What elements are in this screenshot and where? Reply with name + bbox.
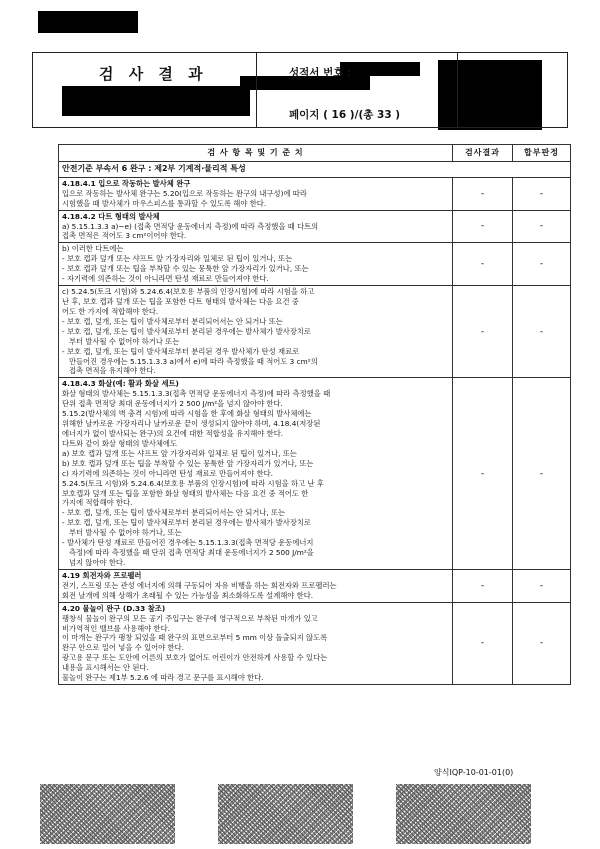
row-result: - — [453, 569, 513, 602]
section-title-row — [59, 162, 571, 178]
table-row — [59, 569, 571, 602]
seal-stamp-center — [218, 784, 353, 844]
row-line: 완구 안으로 밀어 넣을 수 있어야 한다. — [62, 643, 184, 653]
row-line: 이 마개는 완구가 팽창 되었을 때 완구의 표면으로부터 5 mm 이상 돌출되지 않도록 — [62, 633, 328, 643]
row-line: 만들어진 경우에는 5.15.1.3.3 a)에서 e)에 따라 측정했을 때 적어도 3 cm²의 — [69, 356, 318, 366]
row-line: - 발사체가 탄성 재료로 만들어진 경우에는 5.15.1.3.3(접촉 면적당 운동에너지 — [62, 538, 314, 548]
table-header-row — [59, 145, 571, 162]
row-result: - — [453, 177, 513, 210]
row-line: 보호캡과 덮개 또는 팁을 포함한 화살 형태의 발사체는 다음 요건 중 적어도 한 — [62, 488, 309, 498]
row-result: - — [453, 243, 513, 286]
row-content — [59, 286, 453, 378]
row-line: 부터 발사될 수 없어야 하거나, 또는 — [69, 528, 182, 538]
page-title: 검 사 결 과 — [99, 65, 208, 83]
row-result: - — [453, 210, 513, 243]
row-line: c) 자기력에 의존하는 것이 아니라면 탄성 재료로 만들어져야 한다. — [62, 468, 274, 478]
row-line: 내용을 표시해서는 안 된다. — [62, 663, 149, 673]
inspection-table — [58, 144, 571, 685]
row-line: b) 보호 캡과 덮개 또는 팁을 부착할 수 있는 뭉툭한 앞 가장자리가 있거나, 또는 — [62, 458, 314, 468]
row-line: 전기, 스프링 또는 관성 에너지에 의해 구동되어 자유 비행을 하는 회전자와 프로펠러는 — [62, 580, 337, 590]
column-header-item: 검 사 항 목 및 기 준 치 — [59, 145, 453, 162]
row-line: a) 보호 캡과 덮개 또는 샤프트 앞 가장자리와 일체로 된 팁이 있거나, 또는 — [62, 448, 297, 458]
header-right-cell — [457, 53, 569, 127]
row-line: b) 이러한 다트에는 — [62, 244, 124, 254]
redacted-top-bar — [38, 11, 138, 33]
row-line: 접촉 면적을 유지해야 한다. — [69, 366, 156, 376]
row-verdict: - — [513, 177, 571, 210]
row-result: - — [453, 378, 513, 570]
row-heading: 4.18.4.2 다트 형태의 발사체 — [62, 211, 160, 221]
row-content — [59, 210, 453, 243]
report-header — [32, 52, 568, 128]
row-verdict: - — [513, 210, 571, 243]
row-line: 5.24.5(토크 시험)와 5.24.6.4(보호용 부품의 인장시험)에 따라 시험을 하고 난 후 — [62, 478, 324, 488]
row-line: - 보호 캡과 덮개 또는 샤프트 앞 가장자리와 일체로 된 팁이 있거나, 또는 — [62, 254, 293, 264]
column-header-verdict: 합부판정 — [513, 145, 571, 162]
seal-stamp-left — [40, 784, 175, 844]
row-line: 부터 발사될 수 없어야 하거나 또는 — [69, 336, 180, 346]
row-verdict: - — [513, 378, 571, 570]
column-header-result: 검사결과 — [453, 145, 513, 162]
row-line: 화살 형태의 발사체는 5.15.1.3.3(접촉 면적당 운동에너지 측정)에 따라 측정했을 때 — [62, 389, 331, 399]
row-line: 5.15.2(발사체의 벽 충격 시험)에 따라 시험을 한 후에 화살 형태의 발사체에는 — [62, 409, 312, 419]
table-row — [59, 210, 571, 243]
row-heading: 4.19 회전자와 프로펠러 — [62, 570, 142, 580]
row-line: 광고용 문구 또는 도안에 어른의 보호가 없어도 어린이가 안전하게 사용할 수 있다는 — [62, 653, 328, 663]
row-line: - 보호 캡과 덮개 또는 팁을 부착할 수 있는 뭉툭한 앞 가장자리가 있거나, 또는 — [62, 264, 309, 274]
row-line: 난 후, 보호 캡과 덮개 또는 팁을 포함한 다트 형태의 발사체는 다음 요건 중 — [62, 297, 299, 307]
row-content — [59, 177, 453, 210]
row-line: c) 5.24.5(토크 시험)와 5.24.6.4(보호용 부품의 인장시험)에 따라 시험을 하고 — [62, 287, 315, 297]
row-result: - — [453, 286, 513, 378]
row-line: 측정)에 따라 측정했을 때 단위 접촉 면적당 최대 운동에너지가 2 500 J/m²을 — [69, 548, 314, 558]
table-row — [59, 177, 571, 210]
table-row — [59, 602, 571, 684]
row-result: - — [453, 602, 513, 684]
row-line: - 보호 캡, 덮개, 또는 팁이 발사체로부터 분리되어서는 안 되거나, 또는 — [62, 508, 286, 518]
row-line: - 보호 캡, 덮개, 또는 팁이 발사체로부터 분리된 경우에는 발사체가 발사장치로 — [62, 326, 311, 336]
row-line: 위해한 날카로운 가장자리나 날카로운 끝이 생성되지 않아야 하며, 4.18.4(저장된 — [62, 419, 321, 429]
row-heading: 4.18.4.1 입으로 작동하는 발사체 완구 — [62, 178, 191, 188]
title-cell — [33, 53, 257, 127]
row-content — [59, 569, 453, 602]
seal-stamp-right — [396, 784, 531, 844]
section-title: 안전기준 부속서 6 완구 : 제2부 기계적·물리적 특성 — [59, 162, 571, 178]
table-row — [59, 286, 571, 378]
row-line: 단위 접촉 면적당 최대 운동에너지가 2 500 J/m²을 넘지 않아야 한다. — [62, 399, 283, 409]
row-line: 팽창식 물놀이 완구의 모든 공기 주입구는 완구에 영구적으로 부착된 마개가 있고 — [62, 613, 318, 623]
table-row — [59, 378, 571, 570]
row-heading: 4.20 물놀이 완구 (D.33 참조) — [62, 603, 166, 613]
row-line: 에너지가 없이 발사되는 완구)의 요건에 대한 적합성을 유지해야 한다. — [62, 429, 284, 438]
row-heading: 4.18.4.3 화살(예: 활과 화살 세트) — [62, 379, 179, 389]
row-line: 시험했을 때 발사체가 마우스피스를 통과할 수 있도록 해야 한다. — [62, 198, 267, 208]
row-line: 회전 날개에 의해 상해가 초래될 수 있는 가능성을 최소화하도록 설계해야 한다. — [62, 590, 314, 600]
row-content — [59, 378, 453, 570]
row-line: a) 5.15.1.3.3 a)~e) (접촉 면적당 운동에너지 측정)에 따라 측정했을 때 다트의 — [62, 221, 319, 231]
row-line: - 자기력에 의존하는 것이 아니라면 탄성 재료로 만들어져야 한다. — [62, 274, 269, 284]
row-line: 다트와 같이 화살 형태의 발사체에도 — [62, 438, 178, 448]
row-line: 가지에 적합해야 한다. — [62, 498, 133, 508]
row-line: - 보호 캡, 덮개, 또는 팁이 발사체로부터 분리되어서는 안 되거나 또는 — [62, 316, 283, 326]
row-content — [59, 602, 453, 684]
row-verdict: - — [513, 286, 571, 378]
row-content — [59, 243, 453, 286]
row-verdict: - — [513, 602, 571, 684]
form-code: 양식IQP-10-01-01(0) — [434, 768, 514, 777]
row-line: 어도 한 가지에 적합해야 한다. — [62, 306, 159, 316]
row-line: 접촉 면적은 적어도 3 cm²이어야 한다. — [62, 231, 187, 241]
table-row — [59, 243, 571, 286]
row-line: 물놀이 완구는 제1부 5.2.6 에 따라 경고 문구를 표시해야 한다. — [62, 673, 264, 683]
row-line: 입으로 작동하는 발사체 완구는 5.20(입으로 작동하는 완구의 내구성)에 따라 — [62, 188, 307, 198]
row-line: 비가역적인 밸브를 사용해야 한다. — [62, 623, 170, 633]
row-line: - 보호 캡, 덮개, 또는 팁이 발사체로부터 분리된 경우에는 발사체가 발사장치로 — [62, 518, 311, 528]
page-number: 페이지 ( 16 )/(총 33 ) — [289, 109, 401, 121]
row-verdict: - — [513, 569, 571, 602]
row-line: 넘지 않아야 한다. — [69, 557, 126, 567]
row-line: - 보호 캡, 덮개, 또는 팁이 발사체로부터 분리된 경우 발사체가 탄성 재료로 — [62, 346, 300, 356]
row-verdict: - — [513, 243, 571, 286]
report-number-label: 성적서 번호 : — [289, 67, 352, 79]
